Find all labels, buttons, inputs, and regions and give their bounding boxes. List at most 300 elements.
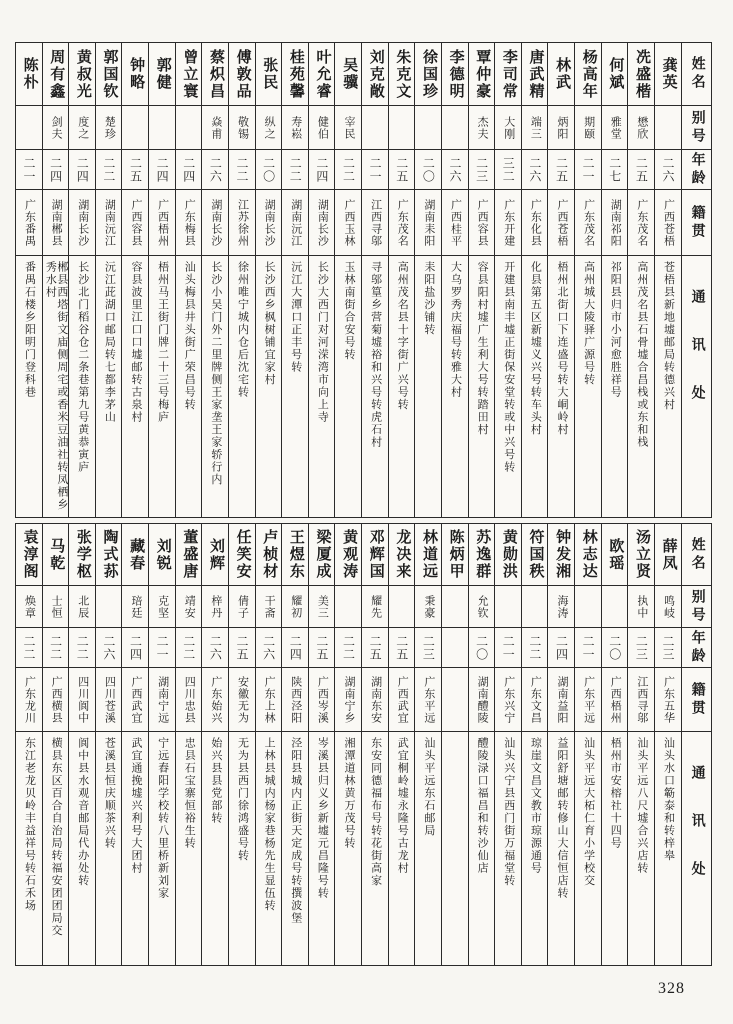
- person-age-cell: [495, 150, 521, 190]
- person-address-cell: [309, 256, 335, 517]
- person-address: 宁远舂阳学校转八里桥新刘家: [156, 737, 169, 900]
- person-age-cell: [256, 628, 282, 668]
- person-address: 长沙北门稻谷仓二条巷第九号黄恭寅庐: [76, 261, 89, 474]
- person-address-cell: [16, 256, 42, 517]
- person-name-cell: [256, 43, 282, 106]
- person-alias: 度之: [76, 115, 89, 140]
- person-address: 始兴县县党部转: [209, 737, 222, 825]
- person-column: [42, 43, 69, 517]
- person-name: 陶式荪: [101, 529, 118, 580]
- person-origin-cell: [495, 668, 521, 732]
- person-column: [414, 524, 441, 965]
- person-name: 何斌: [607, 57, 624, 91]
- person-name: 林道远: [420, 529, 437, 580]
- person-name: 张民: [261, 57, 278, 91]
- person-age-cell: [548, 628, 574, 668]
- person-age-cell: [628, 150, 654, 190]
- person-address-cell: [575, 256, 601, 517]
- person-age-cell: [149, 150, 175, 190]
- person-address-cell: [43, 256, 69, 517]
- person-origin: 江西寻邬: [369, 198, 382, 247]
- person-name: 黄勋洪: [500, 529, 517, 580]
- person-origin: 广东茂名: [582, 198, 595, 247]
- person-origin-cell: [96, 190, 122, 256]
- person-alias: 雅堂: [609, 115, 622, 140]
- person-address: 东安同德福布号转花街高家: [369, 737, 382, 887]
- person-age: 二五: [554, 156, 569, 183]
- person-address: 容县阳村墟广生利大号转踏田村: [476, 261, 489, 436]
- person-address: 化县第五区新墟义兴号转车头村: [529, 261, 542, 436]
- person-column: [547, 43, 574, 517]
- person-column: [441, 524, 468, 965]
- person-origin-cell: [43, 190, 69, 256]
- person-origin-cell: [202, 668, 228, 732]
- person-name: 薛凤: [660, 537, 677, 572]
- person-name: 钟略: [128, 57, 145, 91]
- person-name: 张学枢: [74, 529, 91, 580]
- person-name: 刘辉: [207, 537, 224, 572]
- person-column: [494, 524, 521, 965]
- person-address-cell: [122, 256, 148, 517]
- person-name-cell: [229, 524, 255, 586]
- person-name: 符国秩: [527, 529, 544, 580]
- person-address-cell: [176, 256, 202, 517]
- person-age-cell: [522, 628, 548, 668]
- person-column: [361, 43, 388, 517]
- person-address: 沅江大潭口正丰号转: [289, 261, 302, 374]
- person-alias-cell: [602, 586, 628, 628]
- header-name-label: 姓名: [689, 56, 705, 92]
- person-age-cell: [415, 150, 441, 190]
- person-address-cell: [442, 256, 468, 517]
- person-origin: 广东茂名: [635, 198, 648, 247]
- person-name: 龚英: [660, 57, 677, 91]
- person-name: 马乾: [48, 537, 65, 572]
- person-address-cell: [229, 732, 255, 965]
- person-address-cell: [176, 732, 202, 965]
- person-alias-cell: [149, 106, 175, 150]
- person-origin-cell: [522, 190, 548, 256]
- person-origin: 四川忠县: [183, 675, 196, 724]
- person-alias-cell: [43, 106, 69, 150]
- person-origin: 广东梅县: [183, 198, 196, 247]
- person-age: 二五: [394, 156, 409, 183]
- person-column: [468, 43, 495, 517]
- person-age-cell: [602, 628, 628, 668]
- person-alias-cell: [469, 106, 495, 150]
- person-column: [121, 43, 148, 517]
- person-age-cell: [43, 628, 69, 668]
- person-age: 三二: [501, 156, 516, 183]
- person-column: [95, 43, 122, 517]
- person-age: 二二: [101, 156, 116, 183]
- person-alias: 焱甫: [209, 115, 222, 140]
- person-address-cell: [628, 256, 654, 517]
- person-origin-cell: [69, 668, 95, 732]
- person-name-cell: [442, 43, 468, 106]
- person-origin: 湖南长沙: [76, 198, 89, 247]
- person-origin-cell: [362, 668, 388, 732]
- person-alias: 克坚: [156, 594, 169, 619]
- directory-table-bottom: [15, 523, 712, 966]
- person-alias-cell: [655, 586, 681, 628]
- person-name-cell: [176, 524, 202, 586]
- person-name: 黄叔光: [74, 48, 91, 100]
- person-column: [627, 43, 654, 517]
- person-alias-cell: [602, 106, 628, 150]
- person-address: 耒阳盐沙铺转: [422, 261, 435, 336]
- header-alias-label: 别号: [689, 109, 705, 146]
- person-alias: 楚珍: [103, 115, 116, 140]
- person-age: 二五: [634, 156, 649, 183]
- person-age-cell: [575, 150, 601, 190]
- person-column: [175, 43, 202, 517]
- person-origin: 四川苍溪: [103, 675, 116, 724]
- person-alias-cell: [469, 586, 495, 628]
- person-name-cell: [335, 524, 361, 586]
- person-alias: 美三: [316, 594, 329, 619]
- person-column: [308, 524, 335, 965]
- person-origin: 湖南益阳: [555, 675, 568, 724]
- person-address-cell: [202, 732, 228, 965]
- person-address: 汕头平远大柘仁育小学校交: [582, 737, 595, 887]
- person-age-cell: [96, 628, 122, 668]
- person-address: 岑溪县归义乡新墟元昌隆号转: [316, 737, 329, 900]
- person-origin: 湖南耒阳: [422, 198, 435, 247]
- person-column: [494, 43, 521, 517]
- person-age-cell: [282, 150, 308, 190]
- person-name: 苏逸群: [474, 529, 491, 580]
- person-origin: 广西横县: [50, 675, 63, 724]
- person-age: 二四: [155, 156, 170, 183]
- person-alias-cell: [256, 586, 282, 628]
- header-origin-cell: [682, 190, 711, 256]
- person-origin: 湖南长沙: [316, 198, 329, 247]
- person-age-cell: [43, 150, 69, 190]
- person-age: 二〇: [607, 634, 622, 661]
- person-column: [601, 524, 628, 965]
- person-address-cell: [282, 732, 308, 965]
- person-column: [334, 524, 361, 965]
- person-name: 杨高年: [580, 48, 597, 100]
- person-origin-cell: [122, 668, 148, 732]
- person-origin: 安徽无为: [236, 675, 249, 724]
- person-column: [228, 43, 255, 517]
- person-address-cell: [655, 732, 681, 965]
- person-name-cell: [389, 43, 415, 106]
- person-address: 汕头平远东石邮局: [422, 737, 435, 837]
- person-age-cell: [229, 150, 255, 190]
- person-column: [42, 524, 69, 965]
- person-column: [201, 43, 228, 517]
- person-age-cell: [389, 628, 415, 668]
- person-alias-cell: [96, 586, 122, 628]
- person-origin: 湖南沅江: [103, 198, 116, 247]
- person-name-cell: [309, 524, 335, 586]
- person-alias: 剑夫: [50, 115, 63, 140]
- person-origin-cell: [628, 190, 654, 256]
- person-age: 二四: [554, 634, 569, 661]
- person-origin: 四川阆中: [76, 675, 89, 724]
- header-address-label: 通讯处: [689, 289, 705, 433]
- person-origin: 广西岑溪: [316, 675, 329, 724]
- person-age: 二三: [634, 634, 649, 661]
- person-origin-cell: [628, 668, 654, 732]
- person-name-cell: [655, 524, 681, 586]
- person-origin: 陕西泾阳: [289, 675, 302, 724]
- person-age: 二〇: [474, 634, 489, 661]
- person-address-cell: [16, 732, 42, 965]
- person-address: 长沙大西门对河溁湾市向上寺: [316, 261, 329, 424]
- person-alias-cell: [575, 586, 601, 628]
- person-age: 二六: [527, 156, 542, 183]
- person-address-cell: [522, 256, 548, 517]
- person-alias: 士恒: [50, 594, 63, 619]
- person-address: 寻邬篁乡营菊墟裕和兴号转虎石村: [369, 261, 382, 449]
- header-address-cell: [682, 732, 711, 965]
- person-alias-cell: [256, 106, 282, 150]
- person-alias-cell: [362, 586, 388, 628]
- person-address: 汕头平远八尺墟合兴店转: [635, 737, 648, 875]
- person-alias-cell: [628, 106, 654, 150]
- person-age: 二〇: [421, 156, 436, 183]
- person-column: [601, 43, 628, 517]
- person-origin-cell: [256, 668, 282, 732]
- person-age-cell: [495, 628, 521, 668]
- person-alias-cell: [229, 586, 255, 628]
- person-name-cell: [362, 524, 388, 586]
- person-alias-cell: [442, 586, 468, 628]
- person-name: 傅敦品: [234, 48, 251, 100]
- header-age-cell: [682, 150, 711, 190]
- person-alias: 寿崧: [289, 115, 302, 140]
- person-origin-cell: [469, 190, 495, 256]
- person-age-cell: [335, 150, 361, 190]
- person-alias: 宰民: [342, 115, 355, 140]
- person-address: 汕头水口簕泰和转梓皋: [662, 737, 675, 862]
- person-age: 二一: [368, 156, 383, 183]
- person-name-cell: [628, 524, 654, 586]
- person-age: 二四: [128, 634, 143, 661]
- person-column: [255, 43, 282, 517]
- person-name: 刘锐: [154, 537, 171, 572]
- header-age-label: 年龄: [689, 151, 705, 188]
- person-address-cell: [415, 732, 441, 965]
- person-alias: 海涛: [555, 594, 568, 619]
- person-name-cell: [469, 43, 495, 106]
- person-column: [281, 43, 308, 517]
- person-age-cell: [602, 150, 628, 190]
- person-address-cell: [548, 732, 574, 965]
- person-alias-cell: [122, 586, 148, 628]
- header-alias-label: 别号: [689, 588, 705, 625]
- person-address: 高州茂名县十字街广兴号转: [396, 261, 409, 411]
- person-alias-cell: [16, 586, 42, 628]
- person-age: 二六: [261, 634, 276, 661]
- person-name-cell: [469, 524, 495, 586]
- person-address-cell: [362, 732, 388, 965]
- person-column: [148, 524, 175, 965]
- person-name-cell: [96, 43, 122, 106]
- person-alias: 健伯: [316, 115, 329, 140]
- person-age: 二六: [208, 634, 223, 661]
- person-origin: 湖南长沙: [263, 198, 276, 247]
- person-name-cell: [602, 524, 628, 586]
- person-name-cell: [602, 43, 628, 106]
- person-alias-cell: [69, 106, 95, 150]
- person-address-cell: [122, 732, 148, 965]
- person-address-cell: [309, 732, 335, 965]
- person-origin-cell: [575, 190, 601, 256]
- person-alias: 纵之: [263, 115, 276, 140]
- person-column: [228, 524, 255, 965]
- person-origin: 广西武宜: [129, 675, 142, 724]
- person-alias-cell: [442, 106, 468, 150]
- person-origin: 广东文昌: [529, 675, 542, 724]
- person-origin: 广西梧州: [156, 198, 169, 247]
- person-age: 二二: [341, 634, 356, 661]
- person-column: [388, 43, 415, 517]
- person-age: 二五: [394, 634, 409, 661]
- header-age-label: 年龄: [689, 629, 705, 666]
- person-name-cell: [256, 524, 282, 586]
- person-age: 二二: [22, 634, 37, 661]
- person-name-cell: [202, 43, 228, 106]
- person-name-cell: [575, 524, 601, 586]
- person-alias-cell: [309, 106, 335, 150]
- person-column: [441, 43, 468, 517]
- person-origin-cell: [282, 190, 308, 256]
- person-age: 二六: [661, 156, 676, 183]
- person-address: 祁阳县归市小河愈胜祥号: [609, 261, 622, 399]
- person-alias: 允钦: [476, 594, 489, 619]
- person-name: 郭国钦: [101, 48, 118, 100]
- person-address-cell: [495, 732, 521, 965]
- person-name: 任笑安: [234, 529, 251, 580]
- person-address: 琼崖文昌文教市琼源通号: [529, 737, 542, 875]
- person-address: 阆中县水观音邮局代办处转: [76, 737, 89, 887]
- person-age: 二二: [288, 156, 303, 183]
- person-address: 容县波里江口口墟邮转古泉村: [129, 261, 142, 424]
- person-alias: 鸣岐: [662, 594, 675, 619]
- person-name-cell: [176, 43, 202, 106]
- person-age: 二一: [155, 634, 170, 661]
- person-age-cell: [176, 150, 202, 190]
- person-age-cell: [16, 150, 42, 190]
- person-age: 二四: [314, 156, 329, 183]
- person-alias-cell: [548, 106, 574, 150]
- person-name-cell: [16, 43, 42, 106]
- person-age: 二七: [607, 156, 622, 183]
- person-address-cell: [602, 256, 628, 517]
- person-origin: 广西武宜: [396, 675, 409, 724]
- person-alias-cell: [149, 586, 175, 628]
- person-origin-cell: [362, 190, 388, 256]
- person-origin: 湖南祁阳: [609, 198, 622, 247]
- person-column: [281, 524, 308, 965]
- person-age: 二三: [421, 634, 436, 661]
- person-alias: 琣廷: [129, 594, 142, 619]
- person-origin: 湖南宁远: [156, 675, 169, 724]
- person-name: 李德明: [447, 48, 464, 100]
- person-name: 卢桢材: [261, 529, 278, 580]
- person-origin: 湖南宁乡: [342, 675, 355, 724]
- person-alias-cell: [655, 106, 681, 150]
- person-age: 二五: [314, 634, 329, 661]
- person-address-cell: [655, 256, 681, 517]
- person-alias: 期颐: [582, 115, 595, 140]
- person-age-cell: [69, 150, 95, 190]
- person-address: 梧州马王街门牌二十三号梅庐: [156, 261, 169, 424]
- person-origin: 广东开建: [502, 198, 515, 247]
- person-column: [654, 43, 681, 517]
- person-name: 欧瑶: [607, 537, 624, 572]
- person-column: [521, 524, 548, 965]
- person-origin-cell: [389, 190, 415, 256]
- person-origin-cell: [16, 190, 42, 256]
- person-address: 高州城大陵驿广源号转: [582, 261, 595, 386]
- person-age: 二二: [181, 634, 196, 661]
- person-address: 武宜通挽墟兴利号大团村: [129, 737, 142, 875]
- person-origin: 江苏徐州: [236, 198, 249, 247]
- person-age-cell: [655, 150, 681, 190]
- person-column: [547, 524, 574, 965]
- person-address: 无为县西门徐鸿盛号转: [236, 737, 249, 862]
- header-column: [681, 524, 711, 965]
- person-alias: 北辰: [76, 594, 89, 619]
- person-name-cell: [389, 524, 415, 586]
- person-origin-cell: [176, 190, 202, 256]
- person-age: 二三: [661, 634, 676, 661]
- person-alias-cell: [389, 106, 415, 150]
- person-address: 开建县南丰墟正街保安堂转或中兴号转: [502, 261, 515, 474]
- person-address: 醴陵渌口福昌和转沙仙店: [476, 737, 489, 875]
- person-origin: 广西玉林: [342, 198, 355, 247]
- person-address: 徐州唯宁城内仓后沈宅转: [236, 261, 249, 399]
- person-origin-cell: [495, 190, 521, 256]
- person-alias: 耀先: [369, 594, 382, 619]
- person-column: [414, 43, 441, 517]
- person-name-cell: [149, 524, 175, 586]
- person-address-cell: [548, 256, 574, 517]
- person-name: 刘克敞: [367, 48, 384, 100]
- header-origin-cell: [682, 668, 711, 732]
- person-age-cell: [229, 628, 255, 668]
- person-name: 蔡炽昌: [207, 48, 224, 100]
- person-address-cell: [362, 256, 388, 517]
- person-address-cell: [256, 256, 282, 517]
- directory-table-top: [15, 42, 712, 518]
- person-name: 朱克文: [394, 48, 411, 100]
- person-address: 大乌罗秀庆福号转雅大村: [449, 261, 462, 399]
- person-name: 冼盛楷: [633, 48, 650, 100]
- person-alias-cell: [176, 586, 202, 628]
- person-alias-cell: [16, 106, 42, 150]
- header-column: [681, 43, 711, 517]
- person-origin-cell: [469, 668, 495, 732]
- person-name: 李司常: [500, 48, 517, 100]
- person-column: [574, 524, 601, 965]
- person-origin: 广西容县: [129, 198, 142, 247]
- person-address: 东江老龙贝岭丰益祥号转石禾场: [23, 737, 36, 912]
- person-age-cell: [335, 628, 361, 668]
- person-age: 二四: [75, 156, 90, 183]
- person-age: 二二: [341, 156, 356, 183]
- person-origin-cell: [43, 668, 69, 732]
- person-origin-cell: [16, 668, 42, 732]
- header-name-cell: [682, 43, 711, 106]
- person-alias-cell: [122, 106, 148, 150]
